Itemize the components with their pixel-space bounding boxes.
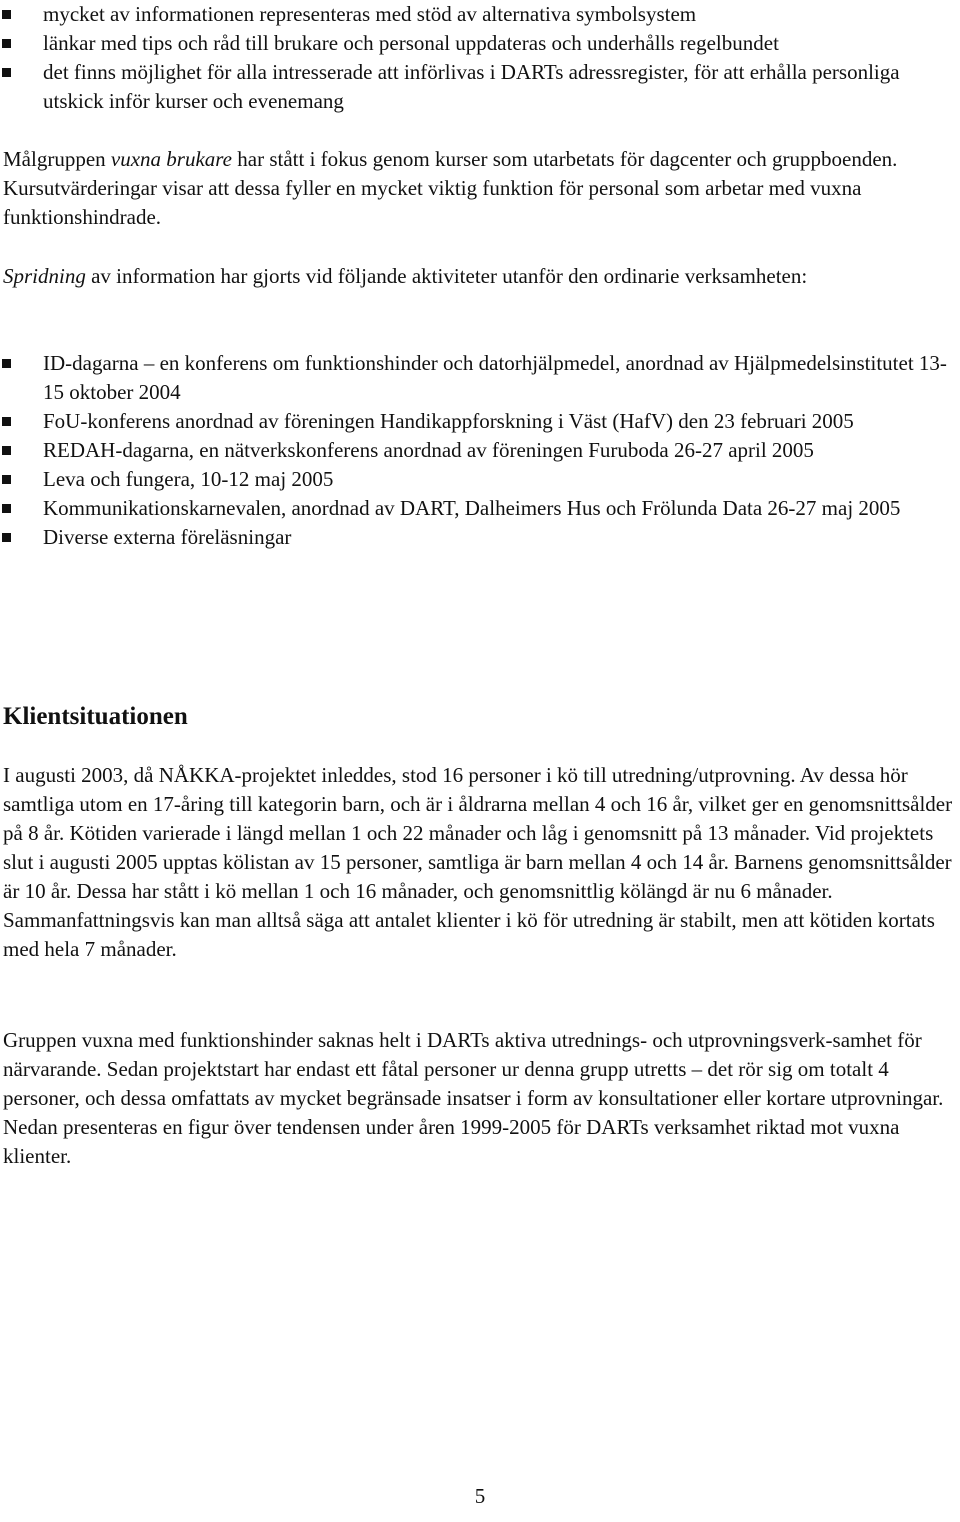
list-item: länkar med tips och råd till brukare och personal uppdateras och underhålls regelbundet: [0, 29, 958, 58]
list-item: mycket av informationen representeras med stöd av alternativa symbolsystem: [0, 0, 958, 29]
list-item: REDAH-dagarna, en nätverkskonferens anordnad av föreningen Furuboda 26-27 april 2005: [0, 436, 958, 465]
square-bullet-icon: [2, 10, 11, 19]
section-heading: Klientsituationen: [3, 703, 188, 730]
list-item: det finns möjlighet för alla intresserade att införlivas i DARTs adressregister, för att erhålla personliga utskick inför kurser och evenemang: [0, 58, 958, 116]
list-item: Diverse externa föreläsningar: [0, 523, 958, 552]
list-item: Leva och fungera, 10-12 maj 2005: [0, 465, 958, 494]
square-bullet-icon: [2, 446, 11, 455]
paragraph-gruppen: Gruppen vuxna med funktionshinder saknas helt i DARTs aktiva utrednings- och utprovningsverk-samhet för närvarande. Sedan projektstart har endast ett fåtal personer ur denna grupp utretts – det rör sig om totalt 4 personer, och dessa omfattats av mycket begränsade insatser i form av konsultationer eller kortare utprovningar. Nedan presenteras en figur över tendensen under åren 1999-2005 för DARTs verksamhet riktad mot vuxna klienter.: [3, 1028, 944, 1168]
paragraph-klientsituation: I augusti 2003, då NÅKKA-projektet inleddes, stod 16 personer i kö till utredning/utprovning. Av dessa hör samtliga utom en 17-åring till kategorin barn, och är i åldrarna mellan 4 och 16 år, vilket ger en genomsnittsålder på 8 år. Kötiden varierade i längd mellan 1 och 22 månader och låg i genomsnitt på 13 månader. Vid projektets slut i augusti 2005 upptas kölistan av 15 personer, samtliga är barn mellan 4 och 14 år. Barnens genomsnittsålder är 10 år. Dessa har stått i kö mellan 1 och 16 månader, och genomsnittlig kölängd är nu 6 månader. Sammanfattningsvis kan man alltså säga att antalet klienter i kö för utredning är stabilt, men att kötiden kortats med hela 7 månader.: [3, 763, 953, 961]
square-bullet-icon: [2, 533, 11, 542]
top-bullet-list: [0, 0, 958, 116]
square-bullet-icon: [2, 504, 11, 513]
activity-list: [0, 349, 958, 552]
paragraph-spridning: Spridning av information har gjorts vid följande aktiviteter utanför den ordinarie verksamheten:: [3, 264, 808, 288]
square-bullet-icon: [2, 475, 11, 484]
page-number: 5: [474, 1484, 486, 1508]
square-bullet-icon: [2, 68, 11, 77]
list-item: FoU-konferens anordnad av föreningen Handikappforskning i Väst (HafV) den 23 februari 2005: [0, 407, 958, 436]
paragraph-malgruppen: Målgruppen vuxna brukare har stått i fokus genom kurser som utarbetats för dagcenter och gruppboenden. Kursutvärderingar visar att dessa fyller en mycket viktig funktion för personal som arbetar med vuxna funktionshindrade.: [3, 147, 898, 229]
list-item: Kommunikationskarnevalen, anordnad av DART, Dalheimers Hus och Frölunda Data 26-27 maj 2005: [0, 494, 958, 523]
list-item: ID-dagarna – en konferens om funktionshinder och datorhjälpmedel, anordnad av Hjälpmedelsinstitutet 13-15 oktober 2004: [0, 349, 958, 407]
square-bullet-icon: [2, 39, 11, 48]
square-bullet-icon: [2, 417, 11, 426]
square-bullet-icon: [2, 359, 11, 368]
